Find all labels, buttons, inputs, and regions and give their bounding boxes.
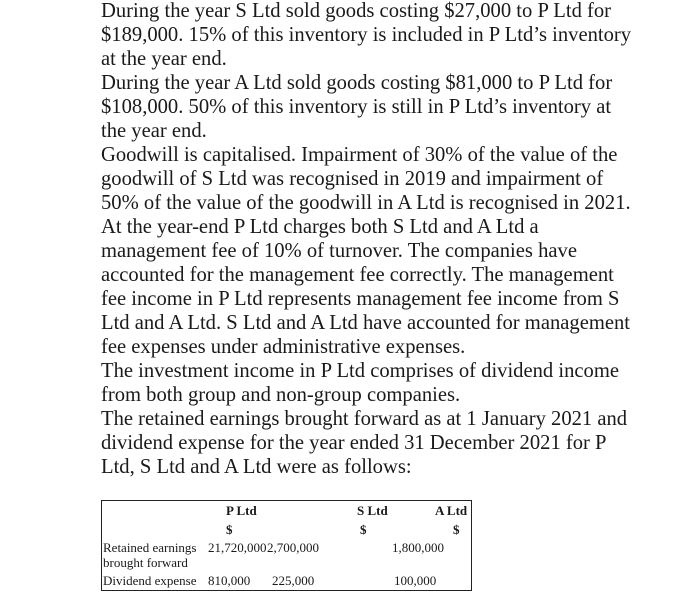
currency-a-ltd: $ <box>453 522 460 537</box>
value-dividend-a: 100,000 <box>394 573 437 588</box>
text-line: During the year S Ltd sold goods costing $27,000 to P Ltd for <box>101 0 612 22</box>
paragraph-retained-earnings <box>101 408 671 480</box>
paragraph-goodwill <box>101 144 671 216</box>
text-line: the year end. <box>101 119 207 142</box>
text-line: from both group and non-group companies. <box>101 383 461 406</box>
value-retained-a: 1,800,000 <box>392 540 444 555</box>
text-line: $189,000. 15% of this inventory is included in P Ltd’s inventory <box>101 23 632 46</box>
paragraph-intercompany-s <box>101 0 671 72</box>
paragraph-intercompany-a <box>101 72 671 144</box>
text-line: at the year end. <box>101 47 227 70</box>
text-line: 50% of the value of the goodwill in A Ltd is recognised in 2021. <box>101 191 631 214</box>
text-line: $108,000. 50% of this inventory is still in P Ltd’s inventory at <box>101 95 612 118</box>
row-label-retained-earnings-cont: brought forward <box>103 555 188 570</box>
value-dividend-p: 810,000 <box>208 573 251 588</box>
paragraph-investment-income <box>101 360 671 408</box>
text-line: At the year-end P Ltd charges both S Ltd and A Ltd a <box>101 216 539 238</box>
text-line: goodwill of S Ltd was recognised in 2019 and impairment of <box>101 167 604 190</box>
value-retained-s: 2,700,000 <box>267 540 319 555</box>
text-line: fee income in P Ltd represents management fee income from S <box>101 287 620 310</box>
text-line: accounted for the management fee correctly. The management <box>101 263 614 286</box>
text-line: Ltd and A Ltd. S Ltd and A Ltd have accounted for management <box>101 311 631 334</box>
text-line: Ltd, S Ltd and A Ltd were as follows: <box>101 455 412 478</box>
value-dividend-s: 225,000 <box>272 573 315 588</box>
text-line: The retained earnings brought forward as at 1 January 2021 and <box>101 408 628 430</box>
currency-s-ltd: $ <box>360 522 367 537</box>
text-line: During the year A Ltd sold goods costing $81,000 to P Ltd for <box>101 72 613 94</box>
header-a-ltd: A Ltd <box>435 503 468 518</box>
financial-table <box>101 500 472 591</box>
paragraph-management-fee <box>101 216 671 359</box>
text-line: management fee of 10% of turnover. The companies have <box>101 239 577 262</box>
text-line: Goodwill is capitalised. Impairment of 30% of the value of the <box>101 144 618 166</box>
text-line: fee expenses under administrative expenses. <box>101 335 466 358</box>
row-label-dividend-expense: Dividend expense <box>103 573 197 588</box>
value-retained-p: 21,720,000 <box>208 540 267 555</box>
text-line: The investment income in P Ltd comprises of dividend income <box>101 360 619 382</box>
header-s-ltd: S Ltd <box>357 503 388 518</box>
currency-p-ltd: $ <box>226 522 233 537</box>
header-p-ltd: P Ltd <box>226 503 257 518</box>
text-line: dividend expense for the year ended 31 December 2021 for P <box>101 431 607 454</box>
row-label-retained-earnings: Retained earnings <box>103 540 197 555</box>
